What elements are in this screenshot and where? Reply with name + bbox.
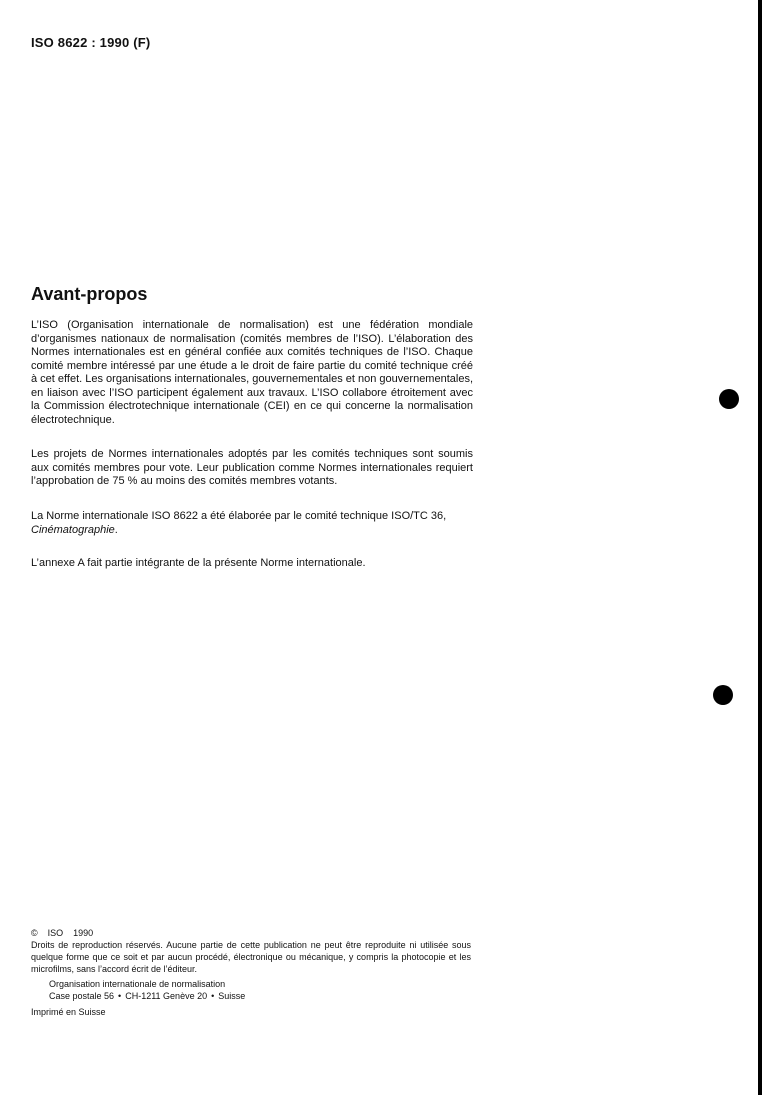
address-part: Suisse (218, 991, 246, 1001)
separator-icon: • (211, 991, 215, 1001)
document-reference: ISO 8622 : 1990 (F) (31, 35, 151, 50)
foreword-paragraph-3 (31, 510, 473, 537)
margin-bullet-mark (719, 389, 739, 409)
copyright-year: 1990 (73, 928, 94, 938)
organization-name: Organisation internationale de normalisation (49, 979, 226, 989)
address-part: Case postale 56 (49, 991, 115, 1001)
paragraph-3-end: . (114, 523, 118, 536)
paragraph-3-text: La Norme internationale ISO 8622 a été élaborée par le comité technique ISO/TC 36, (31, 510, 447, 522)
separator-icon: • (118, 991, 122, 1001)
copyright-org: ISO (47, 928, 64, 938)
rights-notice: Droits de reproduction réservés. Aucune partie de cette publication ne peut être reproduite ni utilisée sous quelque forme que ce soit et par aucun procédé, électronique ou mécanique, y compris la photocopie et les microfilms, sans l’accord écrit de l’éditeur. (31, 940, 471, 974)
foreword-paragraph-4: L’annexe A fait partie intégrante de la présente Norme internationale. (31, 557, 366, 569)
address-part: CH-1211 Genève 20 (125, 991, 208, 1001)
foreword-paragraph-2: Les projets de Normes internationales adoptés par les comités techniques sont soumis aux comités membres pour vote. Leur publication comme Normes internationales requiert l’approbation de 75 % au moins des comités membres votants. (31, 448, 473, 487)
foreword-paragraph-1: L’ISO (Organisation internationale de normalisation) est une fédération mondiale d’organismes nationaux de normalisation (comités membres de l’ISO). L’élaboration des Normes internationales est en général confiée aux comités techniques de l’ISO. Chaque comité membre intéressé par une étude a le droit de faire partie du comité technique créé à cet effet. Les organisations internationales, gouvernementales et non gouvernementales, en liaison avec l’ISO participent également aux travaux. L’ISO collabore étroitement avec la Commission électrotechnique internationale (CEI) en ce qui concerne la normalisation électrotechnique. (31, 319, 473, 426)
publisher-block (31, 978, 473, 1002)
postal-address (49, 990, 473, 1002)
copyright-footer (31, 927, 473, 1018)
committee-name: Cinématographie (31, 523, 115, 536)
margin-bullet-mark (713, 685, 733, 705)
page-edge-line (758, 0, 762, 1095)
copyright-line (31, 927, 473, 939)
printed-in: Imprimé en Suisse (31, 1007, 106, 1017)
section-title: Avant-propos (31, 284, 148, 304)
copyright-icon: © (31, 928, 38, 938)
